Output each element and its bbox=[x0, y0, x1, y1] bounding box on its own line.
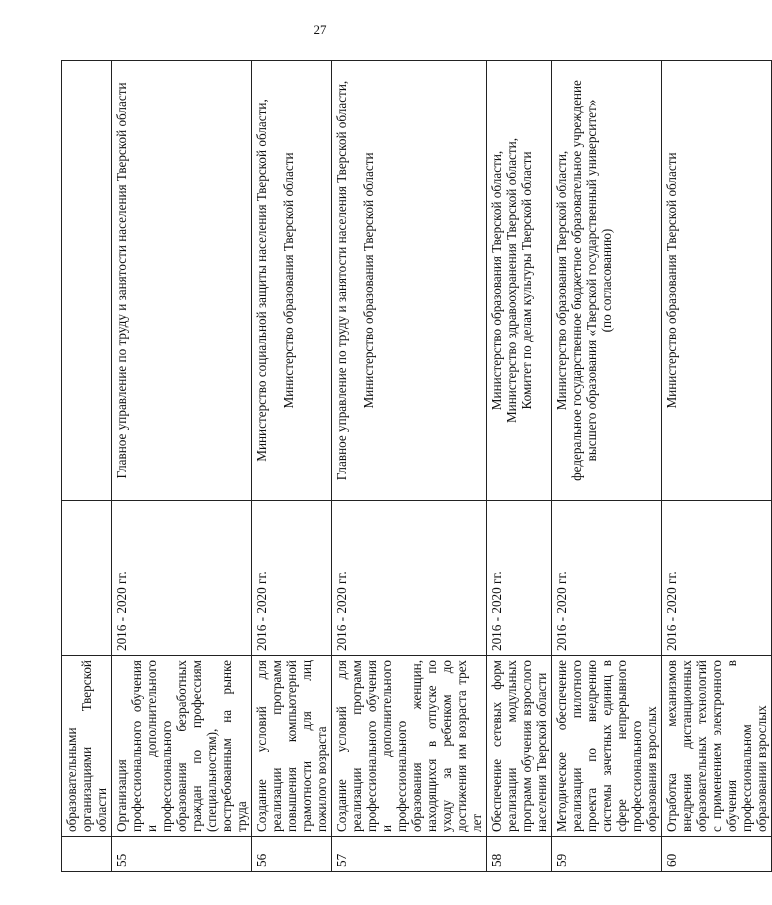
executor-line: федеральное государственное бюджетное образовательное учреждение высшего образования «Тверской государственный университет» bbox=[569, 80, 599, 481]
table-row bbox=[552, 61, 662, 872]
table-row-continuation bbox=[62, 61, 112, 872]
executor-cell bbox=[332, 61, 487, 501]
row-number-cell: 58 bbox=[487, 837, 552, 872]
executor-spacer bbox=[349, 65, 361, 496]
executor-line: Министерство образования Тверской области, bbox=[489, 150, 504, 411]
executor-cell bbox=[487, 61, 552, 501]
executor-cell bbox=[662, 61, 772, 501]
term-cell: 2016 - 2020 гг. bbox=[662, 501, 772, 656]
executor-line: Комитет по делам культуры Тверской области bbox=[519, 151, 534, 410]
term-cell: 2016 - 2020 гг. bbox=[112, 501, 252, 656]
table-row bbox=[662, 61, 772, 872]
executor-line: Министерство образования Тверской области bbox=[361, 152, 376, 409]
measure-name-cell: Обеспечение сетевых форм реализации модульных программ обучения взрослого населения Тверской области bbox=[487, 656, 552, 837]
executor-line: Министерство образования Тверской области, bbox=[554, 150, 569, 411]
term-cell bbox=[62, 501, 112, 656]
row-number-cell: 55 bbox=[112, 837, 252, 872]
measure-name-cell: Создание условий для реализации программ повышения компьютерной грамотности для лиц пожилого возраста bbox=[252, 656, 332, 837]
measure-name-cell: Методическое обеспечение реализации пилотного проекта по внедрению системы зачетных единиц в сфере непрерывного профессионального образования взрослых bbox=[552, 656, 662, 837]
executor-cell bbox=[552, 61, 662, 501]
table-area bbox=[61, 60, 769, 872]
table-row bbox=[252, 61, 332, 872]
measure-name-cell: образовательными организациями Тверской области bbox=[62, 656, 112, 837]
measures-table bbox=[61, 60, 772, 872]
table-row bbox=[487, 61, 552, 872]
measure-name-cell: Создание условий для реализации программ профессионального обучения и дополнительного профессионального образования женщин, находящихся в отпуске по уходу за ребенком до достижения им возраста трех лет bbox=[332, 656, 487, 837]
term-cell: 2016 - 2020 гг. bbox=[252, 501, 332, 656]
term-cell: 2016 - 2020 гг. bbox=[332, 501, 487, 656]
row-number-cell bbox=[62, 837, 112, 872]
term-cell: 2016 - 2020 гг. bbox=[552, 501, 662, 656]
executor-spacer bbox=[269, 65, 281, 496]
executor-cell bbox=[112, 61, 252, 501]
measure-name-cell: Организация профессионального обучения и дополнительного профессионального образования безработных граждан по профессиям (специальностям), востребованным на рынке труда bbox=[112, 656, 252, 837]
table-row bbox=[112, 61, 252, 872]
executor-cell bbox=[62, 61, 112, 501]
executor-line: Министерство образования Тверской области bbox=[281, 152, 296, 409]
table-row bbox=[332, 61, 487, 872]
executor-line: Главное управление по труду и занятости населения Тверской области, bbox=[334, 80, 349, 481]
measures-table-body bbox=[62, 61, 772, 872]
executor-line: Главное управление по труду и занятости населения Тверской области bbox=[114, 82, 129, 479]
executor-cell bbox=[252, 61, 332, 501]
rotated-table-wrapper bbox=[61, 60, 769, 872]
row-number-cell: 57 bbox=[332, 837, 487, 872]
executor-line: Министерство образования Тверской области bbox=[664, 152, 679, 409]
executor-line: (по согласованию) bbox=[599, 228, 614, 333]
term-cell: 2016 - 2020 гг. bbox=[487, 501, 552, 656]
row-number-cell: 60 bbox=[662, 837, 772, 872]
row-number-cell: 56 bbox=[252, 837, 332, 872]
executor-line: Министерство здравоохранения Тверской области, bbox=[504, 137, 519, 424]
measure-name-cell: Отработка механизмов внедрения дистанционных образовательных технологий с применением электронного обучения в профессиональном образовании взрослых bbox=[662, 656, 772, 837]
row-number-cell: 59 bbox=[552, 837, 662, 872]
page-number: 27 bbox=[313, 22, 327, 37]
executor-line: Министерство социальной защиты населения Тверской области, bbox=[254, 99, 269, 462]
